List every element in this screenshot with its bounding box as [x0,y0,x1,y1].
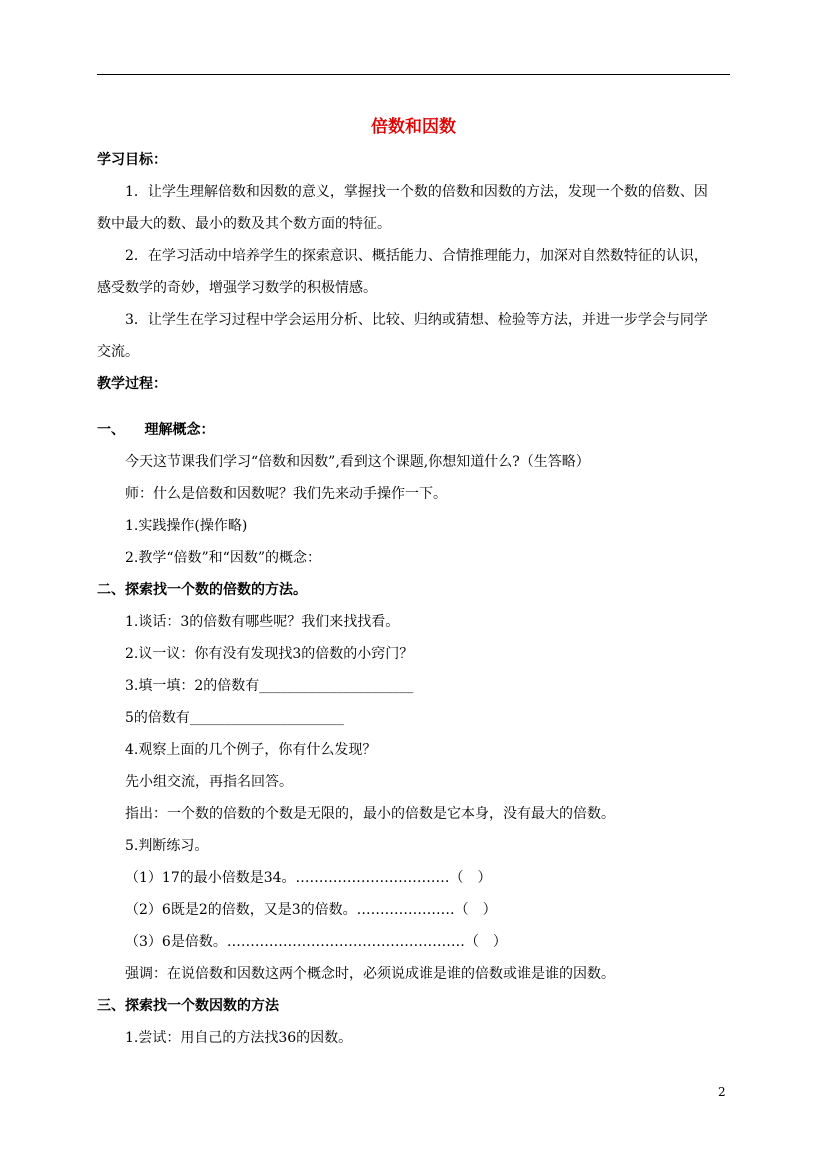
goal-3-line-1: 3．让学生在学习过程中学会运用分析、比较、归纳或猜想、检验等方法，并进一步学会与同学 [125,312,708,328]
document-title: 倍数和因数 [371,117,456,137]
section-2-emphasis: 强调：在说倍数和因数这两个概念时，必须说成谁是谁的倍数或谁是谁的因数。 [125,966,615,982]
goal-2-line-1: 2．在学习活动中培养学生的探索意识、概括能力、合情推理能力，加深对自然数特征的认识， [125,248,708,264]
judgement-question-3: （3）6是倍数。……………………………………………（ ） [125,934,507,950]
section-2-paragraph-7: 指出：一个数的倍数的个数是无限的，最小的倍数是它本身，没有最大的倍数。 [125,806,615,822]
page-number: 2 [718,1085,726,1099]
header-rule [97,74,730,75]
section-2-paragraph-6: 先小组交流，再指名回答。 [125,774,293,790]
section-2-paragraph-1: 1.谈话：3的倍数有哪些呢？我们来找找看。 [125,614,400,630]
section-2-paragraph-5: 4.观察上面的几个例子，你有什么发现？ [125,742,377,758]
section-1-paragraph-1: 今天这节课我们学习“倍数和因数”,看到这个课题,你想知道什么?（生答略） [125,454,590,470]
section-2-heading: 二、探索找一个数的倍数的方法。 [97,582,307,598]
section-2-paragraph-8: 5.判断练习。 [125,838,209,854]
section-3-paragraph-1: 1.尝试：用自己的方法找36的因数。 [125,1030,353,1046]
goal-2-line-2: 感受数学的奇妙，增强学习数学的积极情感。 [97,280,377,296]
goal-3-line-2: 交流。 [97,344,139,360]
goal-1-line-1: 1．让学生理解倍数和因数的意义，掌握找一个数的倍数和因数的方法，发现一个数的倍数、因 [125,184,708,200]
section-1-paragraph-4: 2.教学“倍数”和“因数”的概念： [125,550,321,566]
spacer [97,406,730,420]
section-1-paragraph-3: 1.实践操作(操作略) [125,518,248,534]
section-2-fill-in-2: 5的倍数有______________________ [125,710,344,726]
document-body [97,150,730,1060]
section-3-heading: 三、探索找一个数因数的方法 [97,998,279,1014]
goals-heading: 学习目标： [97,152,167,168]
goal-1-line-2: 数中最大的数、最小的数及其个数方面的特征。 [97,216,391,232]
judgement-question-1: （1）17的最小倍数是34。……………………………（ ） [125,870,492,886]
section-1-paragraph-2: 师：什么是倍数和因数呢？我们先来动手操作一下。 [125,486,447,502]
process-heading: 教学过程： [97,376,167,392]
section-1-heading: 一、 理解概念： [97,422,215,438]
section-2-paragraph-2: 2.议一议：你有没有发现找3的倍数的小窍门？ [125,646,414,662]
judgement-question-2: （2）6既是2的倍数，又是3的倍数。…………………（ ） [125,902,497,918]
section-2-fill-in-1: 3.填一填：2的倍数有______________________ [125,678,414,694]
